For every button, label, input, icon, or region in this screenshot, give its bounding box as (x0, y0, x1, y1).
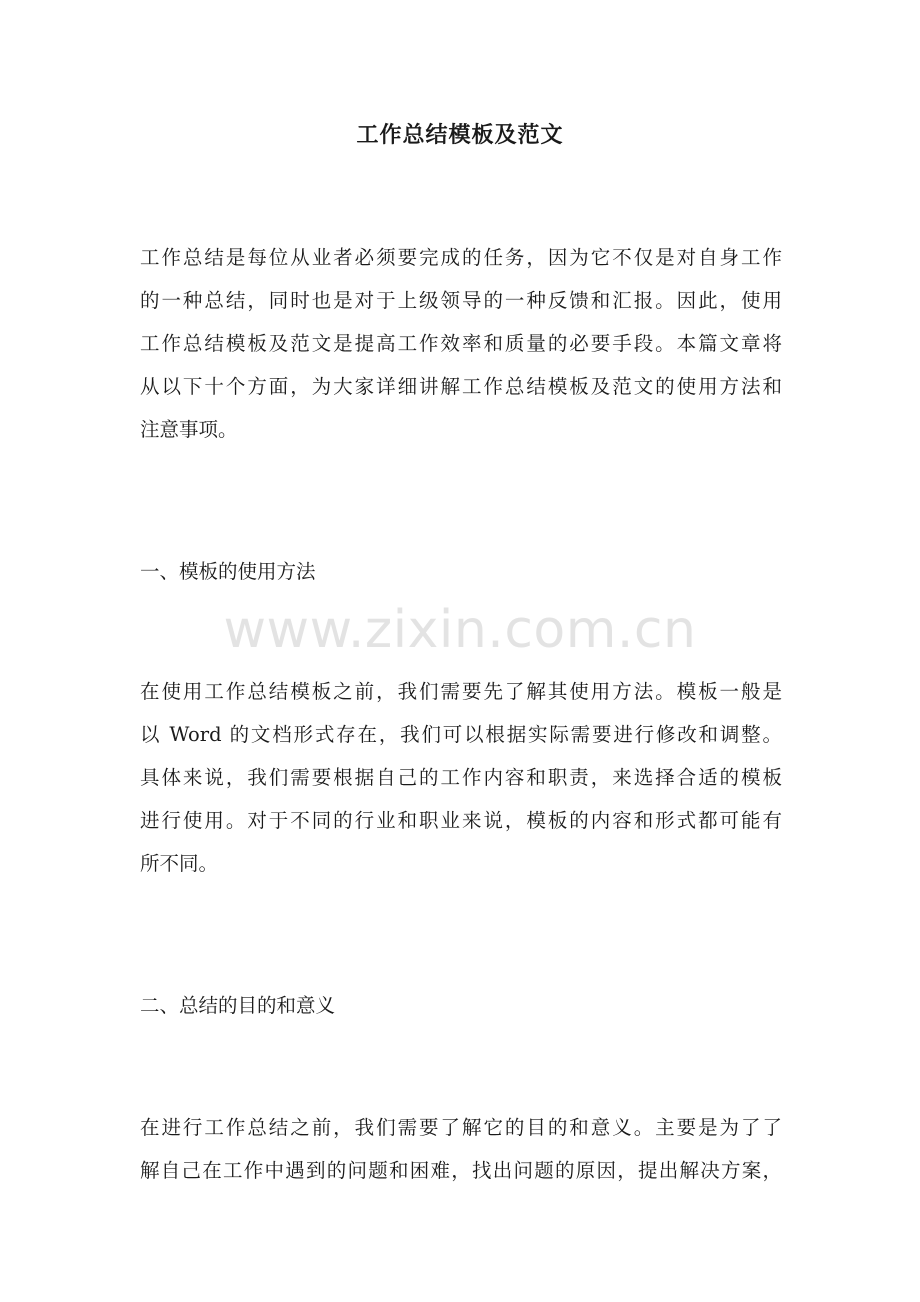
section-2-paragraph (140, 1106, 782, 1192)
watermark-text: www.zixin.com.cn (223, 600, 697, 660)
paragraph-line: 进行使用。对于不同的行业和职业来说，模板的内容和形式都可能有 (140, 809, 782, 832)
paragraph-line: 注意事项。 (140, 418, 238, 441)
document-title: 工作总结模板及范文 (356, 122, 564, 148)
paragraph-line: 具体来说，我们需要根据自己的工作内容和职责，来选择合适的模板 (140, 766, 782, 789)
paragraph-line: 的一种总结，同时也是对于上级领导的一种反馈和汇报。因此，使用 (140, 289, 782, 312)
section-heading-1: 一、模板的使用方法 (140, 560, 316, 583)
intro-paragraph (140, 236, 782, 451)
paragraph-line: 工作总结模板及范文是提高工作效率和质量的必要手段。本篇文章将 (140, 332, 782, 355)
paragraph-line: 在进行工作总结之前，我们需要了解它的目的和意义。主要是为了了 (140, 1116, 782, 1139)
section-1-paragraph (140, 670, 782, 885)
paragraph-line: 从以下十个方面，为大家详细讲解工作总结模板及范文的使用方法和 (140, 375, 782, 398)
paragraph-line: 在使用工作总结模板之前，我们需要先了解其使用方法。模板一般是 (140, 680, 782, 703)
paragraph-line: 工作总结是每位从业者必须要完成的任务，因为它不仅是对自身工作 (140, 246, 782, 269)
paragraph-line: 解自己在工作中遇到的问题和困难，找出问题的原因，提出解决方案， (140, 1159, 782, 1182)
section-heading-2: 二、总结的目的和意义 (140, 994, 336, 1017)
paragraph-line: 以 Word 的文档形式存在，我们可以根据实际需要进行修改和调整。 (140, 723, 782, 746)
paragraph-line: 所不同。 (140, 852, 219, 875)
